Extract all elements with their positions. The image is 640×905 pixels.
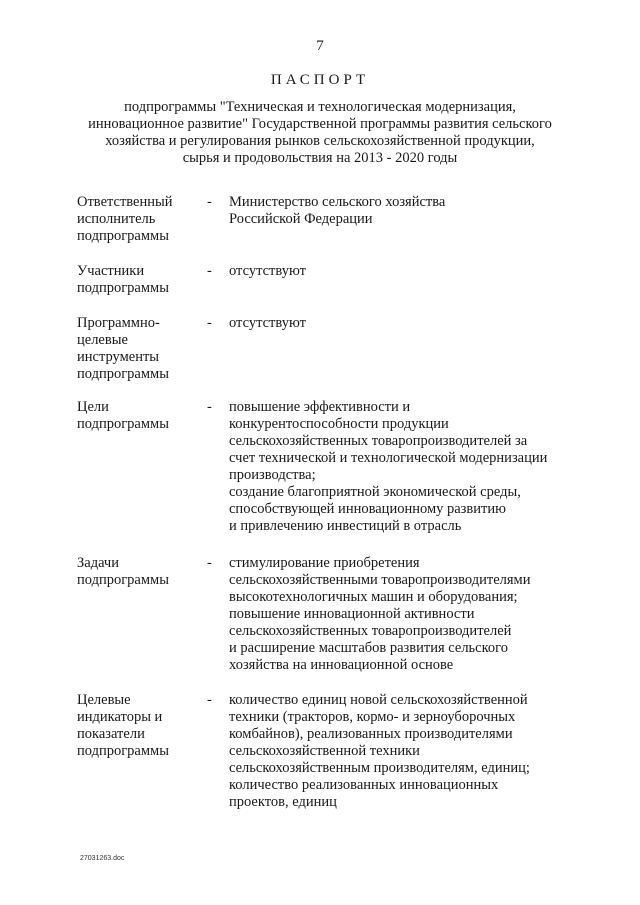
value-line: техники (тракторов, кормо- и зерноуборочных [229,709,516,725]
value-line: и привлечению инвестиций в отрасль [229,518,462,534]
row-value [229,692,609,811]
row-value [229,315,609,332]
row-label [77,263,197,297]
label-line: показатели [77,726,145,742]
label-line: индикаторы и [77,709,163,725]
label-line: Участники [77,263,145,279]
row-label [77,194,197,245]
label-line: Ответственный [77,194,173,210]
page-number: 7 [316,38,324,54]
label-line: Программно- [77,315,160,331]
value-line: количество реализованных инновационных [229,777,499,793]
value-line: отсутствуют [229,263,306,279]
row-dash: - [207,399,212,415]
value-line: количество единиц новой сельскохозяйственной [229,692,528,708]
row-label [77,555,197,589]
value-line: повышение эффективности и [229,399,411,415]
value-line: и расширение масштабов развития сельского [229,640,508,656]
document-title: ПАСПОРТ [270,72,370,88]
value-line: Министерство сельского хозяйства [229,194,446,210]
row-value [229,555,609,674]
document-subtitle [40,99,600,167]
label-line: подпрограммы [77,366,169,382]
value-line: высокотехнологичных машин и оборудования; [229,589,518,605]
value-line: сельскохозяйственных товаропроизводителей за [229,433,528,449]
value-line: способствующей инновационному развитию [229,501,506,517]
label-line: подпрограммы [77,743,169,759]
footer-document-code: 27031263.doc [80,855,125,862]
label-line: Цели [77,399,109,415]
label-line: подпрограммы [77,280,169,296]
value-line: повышение инновационной активности [229,606,475,622]
subtitle-line: сырья и продовольствия на 2013 - 2020 годы [182,150,458,166]
row-dash: - [207,692,212,708]
value-line: сельскохозяйственным производителям, единиц; [229,760,530,776]
subtitle-line: хозяйства и регулирования рынков сельскохозяйственной продукции, [105,133,535,149]
value-line: сельскохозяйственной техники [229,743,420,759]
value-line: сельскохозяйственных товаропроизводителей [229,623,512,639]
label-line: Задачи [77,555,119,571]
row-dash: - [207,194,212,210]
label-line: исполнитель [77,211,156,227]
value-line: проектов, единиц [229,794,337,810]
row-value [229,194,609,228]
row-label [77,692,197,760]
row-value [229,399,609,535]
row-dash: - [207,555,212,571]
value-line: отсутствуют [229,315,306,331]
row-dash: - [207,263,212,279]
value-line: сельскохозяйственными товаропроизводителями [229,572,531,588]
row-label [77,399,197,433]
subtitle-line: подпрограммы "Техническая и технологическая модернизация, [124,99,516,115]
value-line: создание благоприятной экономической среды, [229,484,521,500]
value-line: хозяйства на инновационной основе [229,657,454,673]
value-line: Российской Федерации [229,211,373,227]
value-line: конкурентоспособности продукции [229,416,449,432]
subtitle-line: инновационное развитие" Государственной программы развития сельского [88,116,552,132]
value-line: стимулирование приобретения [229,555,420,571]
label-line: инструменты [77,349,160,365]
row-label [77,315,197,383]
label-line: целевые [77,332,128,348]
row-dash: - [207,315,212,331]
label-line: подпрограммы [77,228,169,244]
value-line: счет технической и технологической модернизации [229,450,548,466]
label-line: подпрограммы [77,416,169,432]
value-line: комбайнов), реализованных производителями [229,726,513,742]
label-line: Целевые [77,692,131,708]
label-line: подпрограммы [77,572,169,588]
row-value [229,263,609,280]
value-line: производства; [229,467,316,483]
